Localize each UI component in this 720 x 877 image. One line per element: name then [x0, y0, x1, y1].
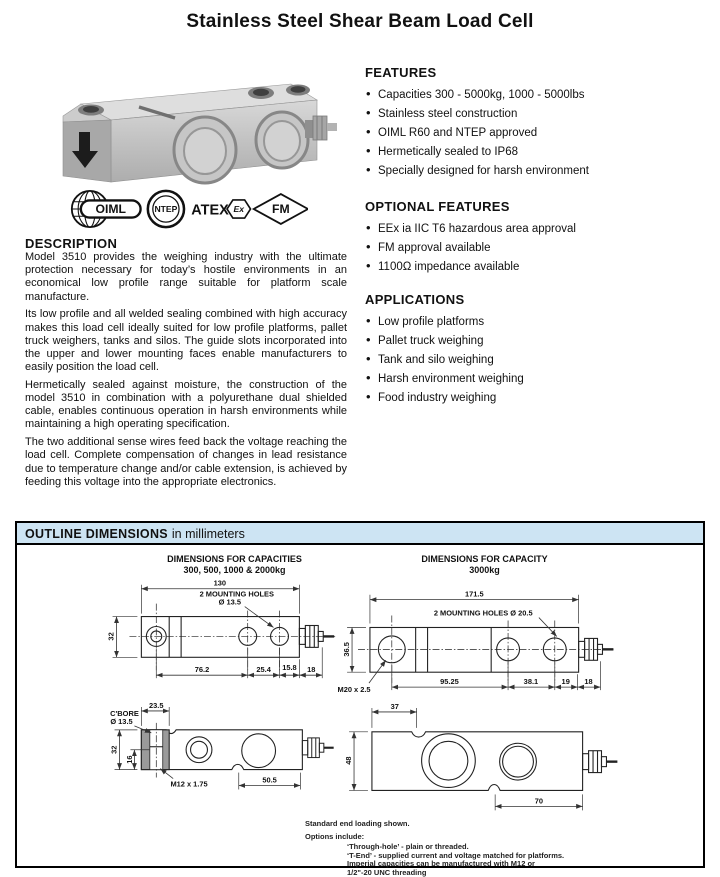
atex-logo [191, 200, 250, 218]
feature-item: • Stainless steel construction [365, 108, 713, 120]
outline-panel-units: in millimeters [171, 527, 245, 541]
dim-label: 38.1 [523, 677, 539, 687]
thread-label: M12 x 1.75 [170, 779, 208, 789]
dim-label: 25.4 [256, 665, 271, 675]
holes-note: Ø 13.5 [218, 597, 241, 607]
outline-right-title-line2: 3000kg [469, 564, 500, 575]
application-item: • Harsh environment weighing [365, 373, 713, 385]
outline-panel-header [17, 523, 703, 545]
dim-label: 130 [213, 578, 227, 588]
dim-label: 171.5 [464, 589, 484, 599]
description-paragraph: Hermetically sealed against moisture, the construction of the model 3510 in combination with a polyurethane dual shielded cable, enables continuous operation in harsh environments while maintaining a high operating specification. [25, 378, 347, 431]
cbore-note: C'BORE [110, 708, 139, 718]
outline-left-title-line1: DIMENSIONS FOR CAPACITIES [167, 554, 302, 564]
plan-large-drawing [337, 590, 614, 694]
dim-label: 70 [534, 796, 544, 806]
application-item: • Low profile platforms [365, 316, 713, 328]
note-options-include: Options include: [305, 832, 365, 841]
oiml-label: OIML [95, 202, 126, 217]
dim-label: 48 [344, 756, 354, 765]
fm-logo [254, 194, 308, 224]
dim-label: 16 [124, 755, 134, 764]
optional-features-section [365, 199, 713, 280]
dim-label: 36.5 [342, 642, 352, 657]
application-item: • Tank and silo weighing [365, 354, 713, 366]
dim-label: 19 [561, 677, 570, 687]
dim-label: 23.5 [149, 700, 164, 710]
outline-right-title-line1: DIMENSIONS FOR CAPACITY [421, 554, 548, 564]
note-option-item: ‘T-End’ - supplied current and voltage matched for platforms. [347, 850, 565, 860]
product-photo [55, 74, 337, 186]
description-paragraph: The two additional sense wires feed back the voltage reaching the load cell. Complete compensation of changes in lead resistance due to temperature change and/or cable extension, is achieved by feeding this voltage into the appropriate electronics. [25, 436, 347, 488]
note-option-item: Imperial capacities can be manufactured with M12 or [347, 859, 535, 869]
ntep-label: NTEP [154, 204, 178, 215]
applications-heading: APPLICATIONS [365, 292, 465, 307]
plan-small-drawing [107, 579, 337, 678]
technical-drawings [17, 545, 703, 864]
description-paragraph: Model 3510 provides the weighing industry with the ultimate protection necessary for today’s hostile environments in an economical low profile range suitable for platform scale manufacture. [25, 251, 347, 303]
cbore-note: Ø 13.5 [110, 716, 133, 726]
feature-item: • Capacities 300 - 5000kg, 1000 - 5000lbs [365, 89, 713, 101]
description-heading: DESCRIPTION [25, 236, 118, 251]
outline-left-title-line2: 300, 500, 1000 & 2000kg [183, 564, 286, 575]
dim-label: 95.25 [440, 677, 459, 687]
optional-feature-item: • EEx ia IIC T6 hazardous area approval [365, 223, 713, 235]
note-standard-loading: Standard end loading shown. [305, 819, 410, 828]
application-item: • Food industry weighing [365, 392, 713, 404]
optional-feature-item: • 1100Ω impedance available [365, 261, 713, 273]
side-large-drawing [344, 702, 617, 810]
outline-dimensions-panel [15, 521, 705, 877]
page-title: Stainless Steel Shear Beam Load Cell [186, 11, 534, 32]
side-small-drawing [110, 701, 334, 789]
feature-item: • Hermetically sealed to IP68 [365, 146, 713, 158]
dim-label: 76.2 [194, 665, 210, 675]
applications-section [365, 292, 713, 411]
holes-note: 2 MOUNTING HOLES Ø 20.5 [433, 608, 533, 618]
ntep-logo [148, 191, 184, 227]
dim-label: 50.5 [262, 775, 277, 785]
dim-label: 18 [307, 665, 316, 675]
description-text [25, 251, 347, 493]
application-item: • Pallet truck weighing [365, 335, 713, 347]
oiml-logo [72, 191, 141, 227]
feature-item: • Specially designed for harsh environment [365, 165, 713, 177]
note-options-list [347, 843, 564, 877]
thread-label: M20 x 2.5 [337, 685, 371, 695]
optional-feature-item: • FM approval available [365, 242, 713, 254]
outline-panel-title: OUTLINE DIMENSIONS [25, 527, 168, 541]
certification-logos [70, 188, 308, 230]
atex-label: ATEX [191, 202, 229, 219]
holes-note: 2 MOUNTING HOLES [199, 589, 274, 599]
note-option-item: ‘Through-hole’ - plain or threaded. [347, 842, 469, 851]
dim-label: 18 [584, 677, 593, 687]
optional-features-heading: OPTIONAL FEATURES [365, 199, 510, 214]
dim-label: 15.8 [282, 663, 297, 673]
atex-ex-label: Ex [233, 204, 245, 215]
note-option-item: 1/2"-20 UNC threading [347, 867, 427, 877]
load-cell-body [63, 84, 337, 183]
features-section [365, 65, 713, 184]
fm-label: FM [272, 202, 290, 217]
features-heading: FEATURES [365, 65, 437, 80]
dim-label: 32 [109, 745, 119, 754]
dim-label: 32 [106, 632, 116, 641]
feature-item: • OIML R60 and NTEP approved [365, 127, 713, 139]
description-paragraph: Its low profile and all welded sealing combined with high accuracy makes this load cell ideally suited for low profile platforms, pallet truck weighers, tanks and silos. The guide slots incorporated into the upper and lower mounting faces enable manufacturers to easily position the load cell. [25, 308, 347, 374]
dim-label: 37 [390, 701, 399, 711]
